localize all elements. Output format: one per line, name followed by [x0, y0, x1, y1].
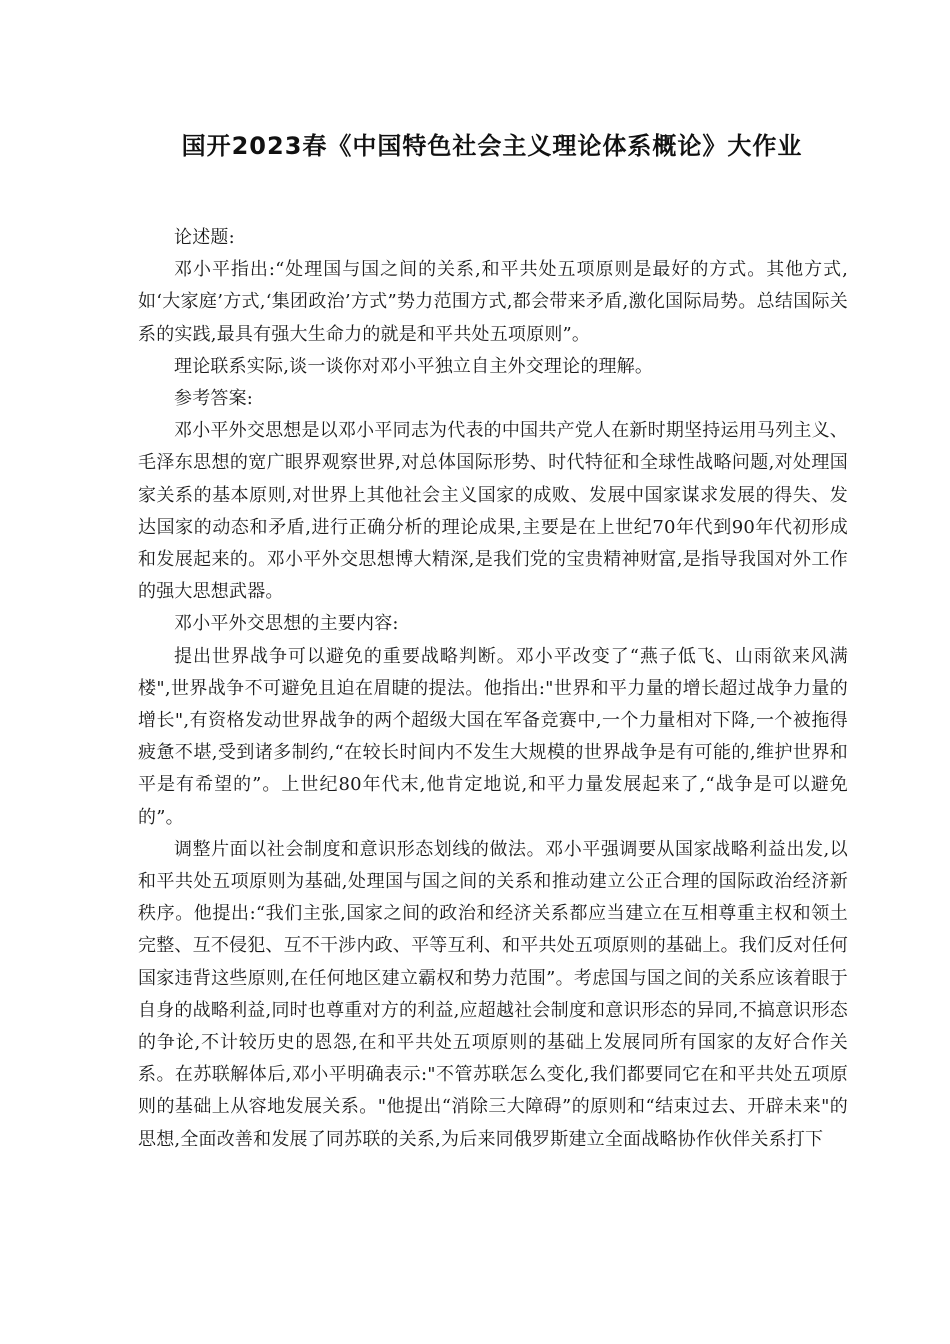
paragraph-war-avoidable: 提出世界战争可以避免的重要战略判断。邓小平改变了“燕子低飞、山雨欲来风满楼",世界战争不可避免且迫在眉睫的提法。他指出:"世界和平力量的增长超过战争力量的增长",有资格发动世界战争的两个超级大国在军备竞赛中,一个力量相对下降,一个被拖得疲惫不堪,受到诸多制约,“在较长时间内不发生大规模的世界战争是有可能的,维护世界和平是有希望的”。上世纪80年代末,他肯定地说,和平力量发展起来了,“战争是可以避免的”。: [138, 645, 848, 828]
document-title: 国开2023春《中国特色社会主义理论体系概论》大作业: [181, 132, 803, 160]
paragraph-social-system: 调整片面以社会制度和意识形态划线的做法。邓小平强调要从国家战略利益出发,以和平共处五项原则为基础,处理国与国之间的关系和推动建立公正合理的国际政治经济新秩序。他提出:“我们主张,国家之间的政治和经济关系都应当建立在互相尊重主权和领土完整、互不侵犯、互不干涉内政、平等互利、和平共处五项原则的基础上。我们反对任何国家违背这些原则,在任何地区建立霸权和势力范围”。考虑国与国之间的关系应该着眼于自身的战略利益,同时也尊重对方的利益,应超越社会制度和意识形态的异同,不搞意识形态的争论,不计较历史的恩怨,在和平共处五项原则的基础上发展同所有国家的友好合作关系。在苏联解体后,邓小平明确表示:"不管苏联怎么变化,我们都要同它在和平共处五项原则的基础上从容地发展关系。"他提出“消除三大障碍”的原则和“结束过去、开辟未来"的思想,全面改善和发展了同苏联的关系,为后来同俄罗斯建立全面战略协作伙伴关系打下: [138, 838, 848, 1150]
paragraph-answer-heading: 参考答案:: [174, 388, 254, 410]
paragraph-question-heading: 论述题:: [174, 227, 235, 248]
paragraph-answer-intro: 邓小平外交思想是以邓小平同志为代表的中国共产党人在新时期坚持运用马列主义、毛泽东思想的宽广眼界观察世界,对总体国际形势、时代特征和全球性战略问题,对处理国家关系的基本原则,对世界上其他社会主义国家的成败、发展中国家谋求发展的得失、发达国家的动态和矛盾,进行正确分析的理论成果,主要是在上世纪70年代到90年代初形成和发展起来的。邓小平外交思想博大精深,是我们党的宝贵精神财富,是指导我国对外工作的强大思想武器。: [138, 420, 848, 603]
paragraph-quote: 邓小平指出:“处理国与国之间的关系,和平共处五项原则是最好的方式。其他方式,如‘大家庭’方式,‘集团政治’方式”势力范围方式,都会带来矛盾,激化国际局势。总结国际关系的实践,最具有强大生命力的就是和平共处五项原则”。: [138, 259, 848, 345]
paragraph-question: 理论联系实际,谈一谈你对邓小平独立自主外交理论的理解。: [174, 355, 654, 377]
paragraph-main-content-heading: 邓小平外交思想的主要内容:: [174, 613, 399, 635]
document-body: [138, 222, 848, 1156]
